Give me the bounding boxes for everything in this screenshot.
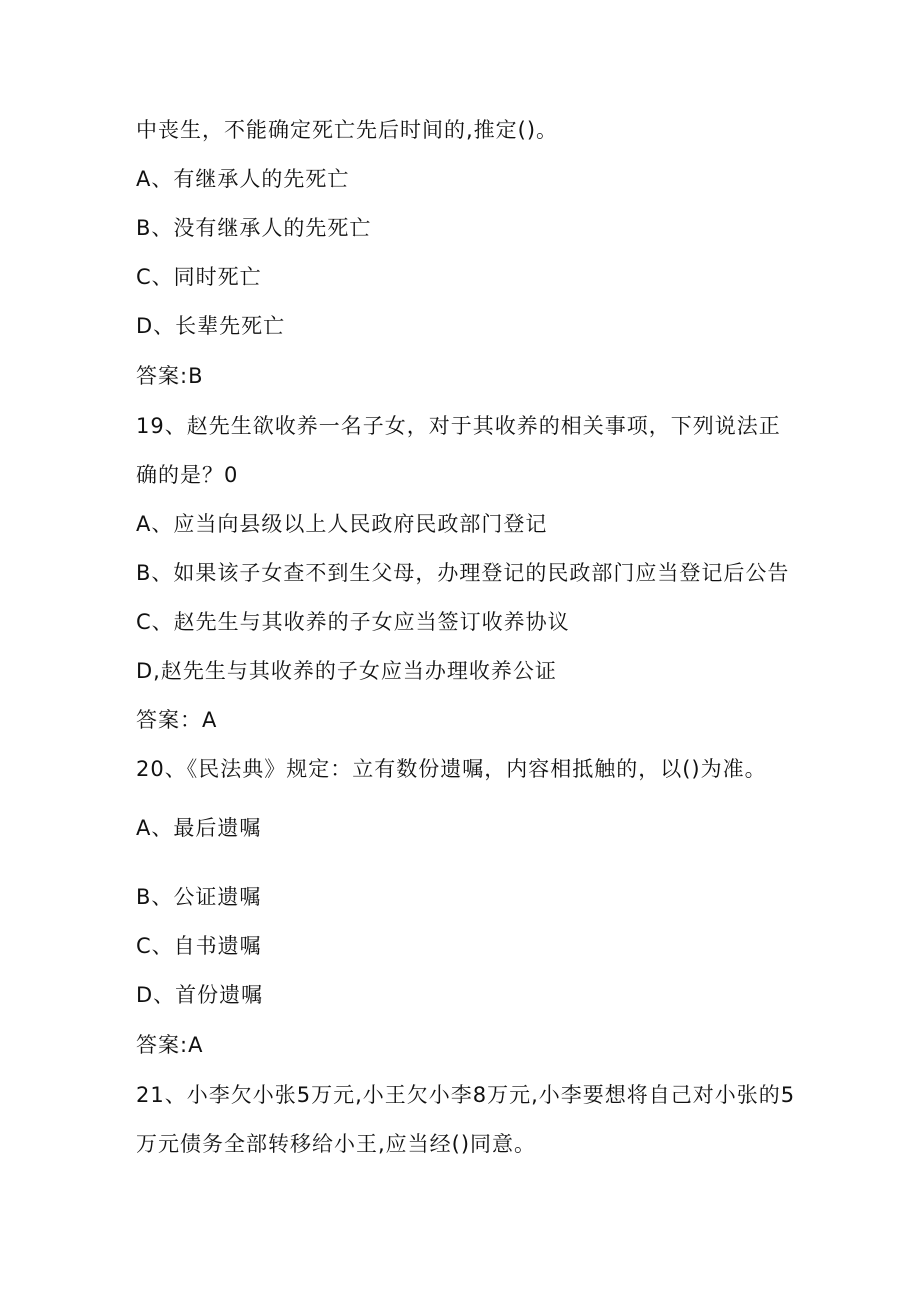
q19-option-b: B、如果该子女查不到生父母，办理登记的民政部门应当登记后公告 bbox=[136, 561, 790, 585]
q18-option-b: B、没有继承人的先死亡 bbox=[136, 216, 372, 240]
q20-option-a: A、最后遗嘱 bbox=[136, 816, 262, 840]
q20-answer: 答案:A bbox=[136, 1033, 204, 1057]
q20-option-c: C、自书遗嘱 bbox=[136, 934, 262, 958]
question-21-stem-continued: 万元债务全部转移给小王,应当经()同意。 bbox=[136, 1132, 537, 1156]
question-19-stem: 19、赵先生欲收养一名子女，对于其收养的相关事项，下列说法正 bbox=[136, 414, 781, 438]
question-20-stem: 20、《民法典》规定：立有数份遗嘱，内容相抵触的，以()为准。 bbox=[136, 757, 767, 781]
q19-option-d: D,赵先生与其收养的子女应当办理收养公证 bbox=[136, 659, 557, 683]
q19-answer: 答案：A bbox=[136, 708, 218, 732]
q18-option-c: C、同时死亡 bbox=[136, 265, 262, 289]
q18-answer: 答案:B bbox=[136, 364, 204, 388]
question-18-stem-continued: 中丧生，不能确定死亡先后时间的,推定()。 bbox=[136, 118, 559, 142]
question-19-stem-continued: 确的是？0 bbox=[136, 463, 239, 487]
q20-option-b: B、公证遗嘱 bbox=[136, 885, 262, 909]
q20-option-d: D、首份遗嘱 bbox=[136, 983, 264, 1007]
q18-option-d: D、长辈先死亡 bbox=[136, 314, 286, 338]
question-21-stem: 21、小李欠小张5万元,小王欠小李8万元,小李要想将自己对小张的5 bbox=[136, 1083, 796, 1107]
q18-option-a: A、有继承人的先死亡 bbox=[136, 167, 350, 191]
q19-option-a: A、应当向县级以上人民政府民政部门登记 bbox=[136, 512, 548, 536]
q19-option-c: C、赵先生与其收养的子女应当签订收养协议 bbox=[136, 610, 570, 634]
